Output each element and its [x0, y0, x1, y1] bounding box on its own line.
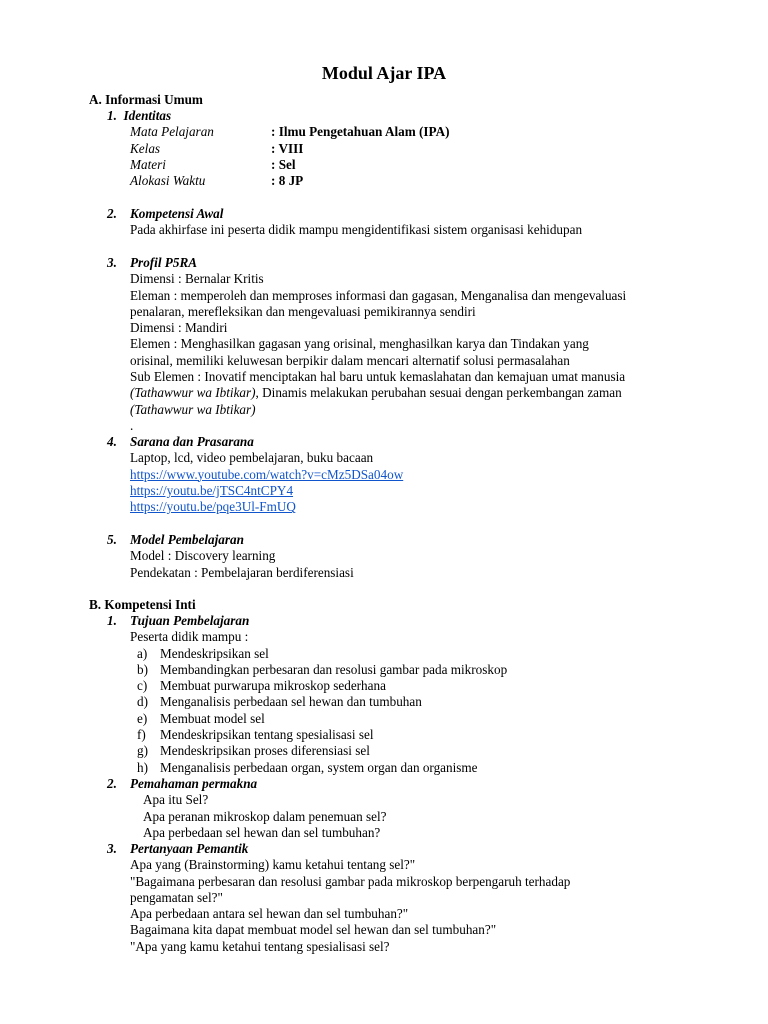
profil-dot: .	[130, 417, 134, 433]
section-a-heading: A. Informasi Umum	[89, 92, 203, 107]
pemahaman-heading	[107, 776, 727, 792]
identitas-row	[130, 173, 727, 189]
identitas-row	[130, 157, 727, 173]
list-item	[107, 694, 727, 710]
profil-line: Dimensi : Mandiri	[130, 320, 228, 336]
pertanyaan-block	[107, 841, 727, 955]
pertanyaan-heading	[107, 841, 727, 857]
model-line: Pendekatan : Pembelajaran berdiferensiasi	[130, 564, 354, 580]
kompetensi-awal-block	[107, 206, 727, 239]
list-item	[107, 711, 727, 727]
identitas-key: Materi	[130, 156, 166, 172]
pemahaman-question: Apa peranan mikroskop dalam penemuan sel?	[143, 808, 387, 824]
item-number: 1.	[107, 613, 117, 628]
list-marker: h)	[137, 759, 148, 775]
sarana-text: Laptop, lcd, video pembelajaran, buku bacaan	[130, 450, 374, 466]
identitas-table	[107, 124, 727, 189]
identitas-row	[130, 124, 727, 140]
list-item	[107, 743, 727, 759]
identitas-key: Alokasi Waktu	[130, 173, 206, 189]
heading-text: Pertanyaan Pemantik	[130, 841, 249, 856]
list-item	[107, 727, 727, 743]
identitas-heading: 1. Identitas	[107, 108, 172, 123]
profil-line: Sub Elemen : Inovatif menciptakan hal baru untuk kemaslahatan dan kemajuan umat manusia	[130, 369, 626, 385]
pertanyaan-line: Apa yang (Brainstorming) kamu ketahui tentang sel?"	[130, 857, 416, 873]
list-marker: b)	[137, 661, 148, 677]
heading-text: Sarana dan Prasarana	[130, 434, 254, 449]
pertanyaan-line: pengamatan sel?"	[130, 889, 223, 905]
profil-line: penalaran, merefleksikan dan mengevaluasi pemikirannya sendiri	[130, 303, 476, 319]
profil-line: Elemen : Menghasilkan gagasan yang orisinal, menghasilkan karya dan Tindakan yang	[130, 336, 589, 352]
profil-line: Eleman : memperoleh dan memproses informasi dan gagasan, Menganalisa dan mengevaluasi	[130, 287, 627, 303]
list-marker: f)	[137, 727, 146, 743]
list-text: Mendeskripsikan sel	[160, 645, 269, 661]
pemahaman-block	[107, 776, 727, 841]
item-number: 3.	[107, 255, 117, 270]
identitas-value: : Sel	[271, 156, 296, 172]
item-number: 2.	[107, 776, 117, 791]
profil-line-rest: , Dinamis melakukan perubahan sesuai dengan perkembangan zaman	[255, 385, 622, 401]
kompetensi-awal-text: Pada akhirfase ini peserta didik mampu mengidentifikasi sistem organisasi kehidupan	[130, 222, 583, 238]
item-number: 2.	[107, 206, 117, 221]
list-marker: a)	[137, 645, 148, 661]
pemahaman-question: Apa perbedaan sel hewan dan sel tumbuhan?	[143, 824, 381, 840]
identitas-key: Kelas	[130, 140, 161, 156]
list-text: Membandingkan perbesaran dan resolusi gambar pada mikroskop	[160, 661, 508, 677]
list-text: Menganalisis perbedaan organ, system organ dan organisme	[160, 759, 478, 775]
identitas-value: : 8 JP	[271, 173, 304, 189]
pemahaman-question: Apa itu Sel?	[143, 792, 209, 808]
kompetensi-awal-heading	[107, 206, 727, 222]
profil-heading	[107, 255, 727, 271]
heading-text: Model Pembelajaran	[130, 532, 244, 547]
heading-text: Tujuan Pembelajaran	[130, 613, 250, 628]
video-link[interactable]: https://youtu.be/jTSC4ntCPY4	[130, 482, 294, 498]
list-text: Menganalisis perbedaan sel hewan dan tumbuhan	[160, 694, 422, 710]
list-item	[107, 678, 727, 694]
profil-line	[130, 402, 727, 418]
list-marker: g)	[137, 743, 148, 759]
document-title: Modul Ajar IPA	[321, 63, 447, 83]
pertanyaan-line: Apa perbedaan antara sel hewan dan sel tumbuhan?"	[130, 906, 409, 922]
list-item	[107, 760, 727, 776]
model-heading	[107, 532, 727, 548]
section-b-heading: B. Kompetensi Inti	[89, 597, 196, 612]
identitas-value: : Ilmu Pengetahuan Alam (IPA)	[271, 124, 450, 140]
profil-italic: (Tathawwur wa Ibtikar)	[130, 385, 256, 401]
list-marker: d)	[137, 694, 148, 710]
list-text: Mendeskripsikan proses diferensiasi sel	[160, 743, 370, 759]
identitas-key: Mata Pelajaran	[130, 124, 214, 140]
pertanyaan-line: "Bagaimana perbesaran dan resolusi gambar pada mikroskop berpengaruh terhadap	[130, 873, 571, 889]
tujuan-intro: Peserta didik mampu :	[130, 629, 249, 645]
pertanyaan-line: "Apa yang kamu ketahui tentang spesialisasi sel?	[130, 938, 390, 954]
list-marker: c)	[137, 678, 148, 694]
list-text: Membuat model sel	[160, 710, 265, 726]
tujuan-heading	[107, 613, 727, 629]
heading-text: Pemahaman permakna	[130, 776, 258, 791]
identitas-row	[130, 141, 727, 157]
heading-text: Profil P5RA	[130, 255, 198, 270]
profil-italic: (Tathawwur wa Ibtikar)	[130, 401, 256, 417]
profil-line: orisinal, memiliki keluwesan berpikir dalam mencari alternatif solusi permasalahan	[130, 352, 570, 368]
list-item	[107, 646, 727, 662]
item-number: 5.	[107, 532, 117, 547]
identitas-value: : VIII	[271, 140, 304, 156]
pertanyaan-line: Bagaimana kita dapat membuat model sel hewan dan sel tumbuhan?"	[130, 922, 497, 938]
profil-block	[107, 255, 727, 434]
video-link[interactable]: https://www.youtube.com/watch?v=cMz5DSa04ow	[130, 466, 404, 482]
sarana-block	[107, 434, 727, 515]
video-link[interactable]: https://youtu.be/pqe3Ul-FmUQ	[130, 499, 296, 515]
sarana-heading	[107, 434, 727, 450]
list-text: Membuat purwarupa mikroskop sederhana	[160, 678, 386, 694]
heading-text: Kompetensi Awal	[130, 206, 224, 221]
profil-line: Dimensi : Bernalar Kritis	[130, 271, 264, 287]
identitas-block	[107, 108, 727, 189]
list-item	[107, 662, 727, 678]
model-block	[107, 532, 727, 581]
item-number: 4.	[107, 434, 117, 449]
profil-line	[130, 385, 727, 401]
list-text: Mendeskripsikan tentang spesialisasi sel	[160, 727, 374, 743]
list-marker: e)	[137, 710, 148, 726]
item-number: 3.	[107, 841, 117, 856]
tujuan-block	[107, 613, 727, 776]
model-line: Model : Discovery learning	[130, 548, 276, 564]
